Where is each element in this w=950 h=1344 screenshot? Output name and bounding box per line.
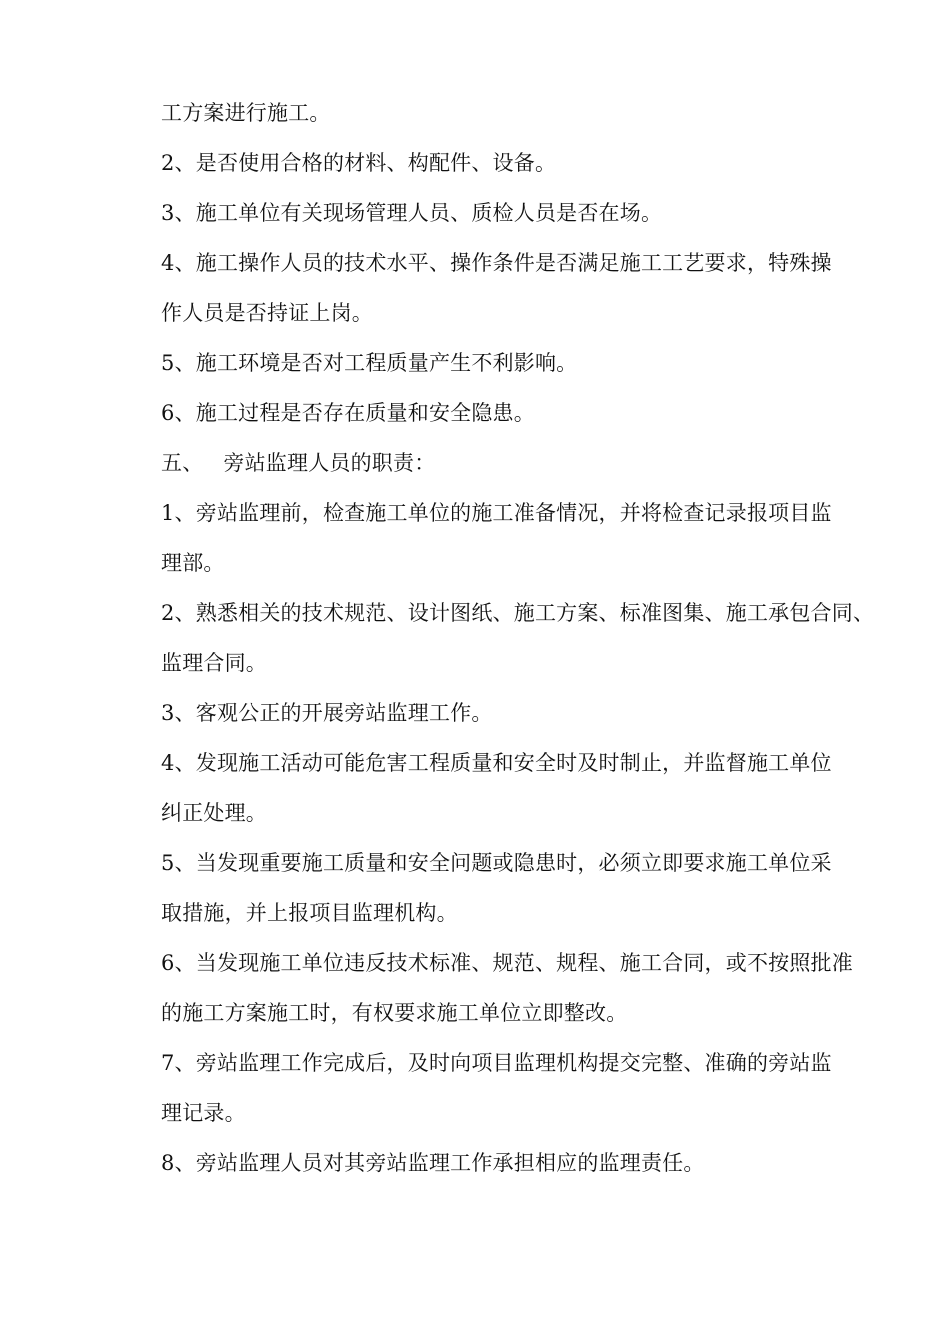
section-heading (161, 438, 861, 488)
document-body (161, 88, 875, 1188)
duty-item-4: 4、发现施工活动可能危害工程质量和安全时及时制止，并监督施工单位 (161, 751, 832, 775)
duty-item-2: 2、熟悉相关的技术规范、设计图纸、施工方案、标准图集、施工承包合同、 (161, 601, 875, 625)
duty-item-8: 8、旁站监理人员对其旁站监理工作承担相应的监理责任。 (161, 1151, 705, 1175)
list-item-check-5: 5、施工环境是否对工程质量产生不利影响。 (161, 351, 578, 375)
list-item-check-4-continued: 作人员是否持证上岗。 (161, 301, 373, 325)
duty-item-5-continued: 取措施，并上报项目监理机构。 (161, 901, 458, 925)
duty-item-4-continued: 纠正处理。 (161, 801, 267, 825)
duty-item-7: 7、旁站监理工作完成后，及时向项目监理机构提交完整、准确的旁站监 (161, 1051, 832, 1075)
paragraph-line: 工方案进行施工。 (161, 101, 331, 125)
list-item-check-2: 2、是否使用合格的材料、构配件、设备。 (161, 151, 557, 175)
duty-item-5: 5、当发现重要施工质量和安全问题或隐患时，必须立即要求施工单位采 (161, 851, 832, 875)
section-number: 五、 (161, 451, 204, 475)
duty-item-7-continued: 理记录。 (161, 1101, 246, 1125)
list-item-check-6: 6、施工过程是否存在质量和安全隐患。 (161, 401, 535, 425)
duty-item-2-continued: 监理合同。 (161, 651, 267, 675)
duty-item-6-continued: 的施工方案施工时，有权要求施工单位立即整改。 (161, 1001, 628, 1025)
duty-item-1: 1、旁站监理前，检查施工单位的施工准备情况，并将检查记录报项目监 (161, 501, 832, 525)
duty-item-6: 6、当发现施工单位违反技术标准、规范、规程、施工合同，或不按照批准 (161, 951, 853, 975)
duty-item-1-continued: 理部。 (161, 551, 225, 575)
duty-item-3: 3、客观公正的开展旁站监理工作。 (161, 701, 493, 725)
section-title: 旁站监理人员的职责： (223, 451, 436, 475)
list-item-check-4: 4、施工操作人员的技术水平、操作条件是否满足施工工艺要求，特殊操 (161, 251, 832, 275)
list-item-check-3: 3、施工单位有关现场管理人员、质检人员是否在场。 (161, 201, 663, 225)
